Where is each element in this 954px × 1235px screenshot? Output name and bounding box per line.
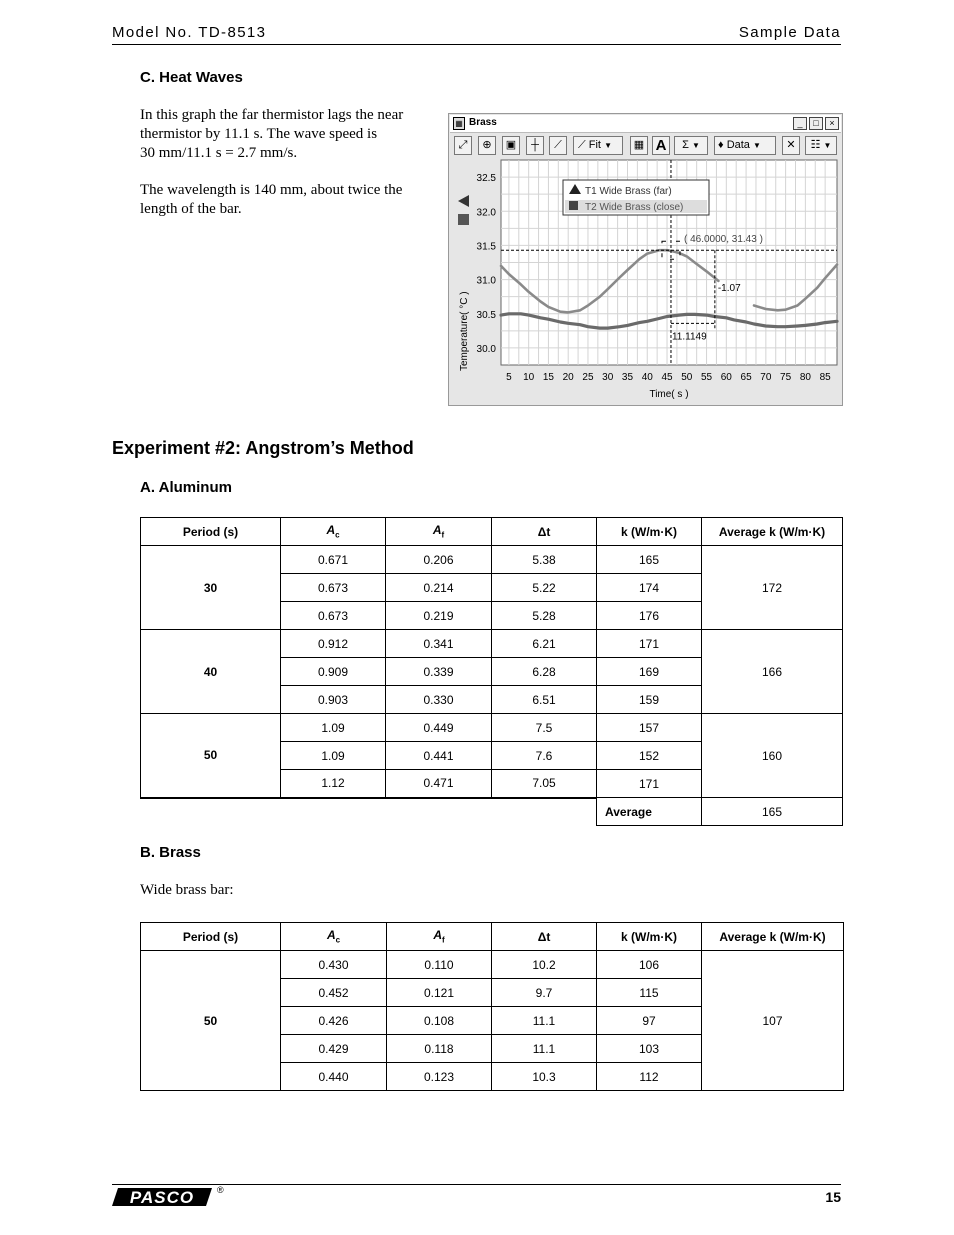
chevron-down-icon: ▼	[604, 141, 612, 150]
column-header: $A_c$	[281, 923, 387, 951]
column-header: Average k (W/m·K)	[702, 518, 843, 546]
table-row	[141, 714, 843, 742]
period-cell: 40	[141, 630, 281, 714]
table-header-row	[141, 923, 844, 951]
table-cell: 7.5	[492, 714, 597, 742]
chart-legend	[563, 180, 709, 215]
section-name: Sample Data	[738, 24, 841, 41]
delete-icon[interactable]: ✕	[782, 136, 800, 155]
y-tick-label: 32.0	[476, 207, 496, 219]
x-tick-label: 5	[506, 372, 512, 383]
svg-text:PASCO: PASCO	[129, 1188, 195, 1206]
table-cell: 0.440	[281, 1063, 387, 1091]
table-cell: 0.206	[386, 546, 492, 574]
curve-fit-icon: ⟋	[578, 139, 586, 151]
column-header: Average k (W/m·K)	[702, 923, 844, 951]
table-cell: 169	[597, 658, 702, 686]
delta-y-label: -1.07	[717, 282, 741, 294]
table-header-row	[141, 518, 843, 546]
x-tick-label: 25	[582, 372, 594, 383]
table-cell: 6.21	[492, 630, 597, 658]
table-cell: 7.6	[492, 742, 597, 770]
table-cell: 0.471	[386, 770, 492, 798]
y-tick-label: 32.5	[476, 173, 496, 185]
chevron-down-icon: ▼	[753, 141, 761, 150]
y-tick-label: 30.0	[476, 343, 496, 355]
table-cell: 0.909	[281, 658, 386, 686]
chevron-down-icon: ▼	[691, 141, 700, 150]
column-header: $A_f$	[386, 518, 492, 546]
table-cell: 1.09	[281, 742, 386, 770]
graph-title-bar	[450, 115, 841, 133]
heat-waves-paragraph-1	[140, 106, 430, 163]
text-line: length of the bar.	[140, 201, 242, 217]
table-cell: 0.430	[281, 951, 387, 979]
delta-x-label: 11.1149	[671, 331, 707, 343]
overall-average-row	[141, 798, 843, 826]
table-cell: 5.28	[492, 602, 597, 630]
blank-cell	[141, 798, 597, 826]
slope-tool-icon[interactable]: ⟋	[549, 136, 567, 155]
table-cell: 11.1	[492, 1035, 597, 1063]
table-cell: 0.110	[387, 951, 492, 979]
annotation-icon[interactable]: A	[652, 136, 670, 155]
chevron-down-icon: ▼	[823, 141, 832, 150]
model-number: Model No. TD-8513	[112, 24, 267, 41]
calculator-icon[interactable]: ▦	[630, 136, 648, 155]
text-line: The wavelength is 140 mm, about twice the	[140, 182, 403, 198]
heat-waves-paragraph-2	[140, 181, 430, 219]
graph-settings-icon: ☷	[810, 139, 821, 151]
average-k-cell: 107	[702, 951, 844, 1091]
x-tick-label: 75	[780, 372, 792, 383]
data-icon: ♦	[718, 139, 724, 151]
column-header: k (W/m·K)	[597, 518, 702, 546]
x-tick-label: 70	[760, 372, 772, 383]
table-cell: 0.123	[387, 1063, 492, 1091]
graph-app-icon: ▦	[453, 117, 465, 130]
average-k-cell: 160	[702, 714, 843, 798]
brass-heading: B. Brass	[140, 844, 201, 861]
table-cell: 0.429	[281, 1035, 387, 1063]
period-cell: 50	[141, 951, 281, 1091]
maximize-button[interactable]: □	[809, 117, 823, 130]
x-tick-label: 35	[621, 372, 634, 383]
table-cell: 0.341	[386, 630, 492, 658]
graph-toolbar	[450, 134, 841, 156]
legend-entry-1: T1 Wide Brass (far)	[585, 186, 672, 197]
table-cell: 176	[597, 602, 702, 630]
overall-average-label: Average	[597, 798, 702, 826]
y-tick-label: 31.0	[476, 275, 496, 287]
x-tick-label: 55	[700, 372, 713, 383]
table-cell: 11.1	[492, 1007, 597, 1035]
x-tick-label: 50	[681, 372, 693, 383]
pasco-logo	[112, 1188, 212, 1206]
page-number: 15	[825, 1189, 841, 1205]
temperature-chart[interactable]	[449, 156, 842, 406]
x-axis-label: Time( s )	[649, 389, 689, 400]
brass-note: Wide brass bar:	[140, 882, 234, 898]
table-cell: 0.673	[281, 574, 386, 602]
table-cell: 5.38	[492, 546, 597, 574]
x-tick-label: 40	[641, 372, 653, 383]
table-cell: 112	[597, 1063, 702, 1091]
table-cell: 103	[597, 1035, 702, 1063]
table-cell: 115	[597, 979, 702, 1007]
data-dropdown[interactable]	[714, 136, 776, 155]
brass-table	[140, 922, 844, 1091]
settings-dropdown[interactable]	[805, 136, 837, 155]
series-1-marker-icon[interactable]	[458, 195, 469, 207]
zoom-icon[interactable]: ⊕	[478, 136, 496, 155]
legend-square-icon	[569, 201, 578, 210]
x-tick-label: 80	[799, 372, 811, 383]
fit-dropdown[interactable]	[573, 136, 623, 155]
data-label: Data	[726, 139, 750, 151]
table-cell: 7.05	[492, 770, 597, 798]
table-cell: 0.330	[386, 686, 492, 714]
column-header: Period (s)	[141, 518, 281, 546]
period-cell: 30	[141, 546, 281, 630]
graph-window	[448, 113, 843, 406]
table-cell: 171	[597, 770, 702, 798]
table-row	[141, 951, 844, 979]
table-cell: 0.673	[281, 602, 386, 630]
average-k-cell: 166	[702, 630, 843, 714]
table-cell: 0.214	[386, 574, 492, 602]
table-row	[141, 546, 843, 574]
table-cell: 174	[597, 574, 702, 602]
y-axis-label: Temperature( °C )	[459, 291, 470, 371]
table-cell: 9.7	[492, 979, 597, 1007]
text-line: thermistor by 11.1 s. The wave speed is	[140, 126, 378, 142]
x-tick-label: 20	[562, 372, 574, 383]
x-tick-label: 65	[740, 372, 752, 383]
experiment-2-heading: Experiment #2: Angstrom’s Method	[112, 438, 414, 458]
table-cell: 0.426	[281, 1007, 387, 1035]
table-cell: 106	[597, 951, 702, 979]
registered-mark: ®	[217, 1185, 224, 1195]
table-cell: 0.219	[386, 602, 492, 630]
table-cell: 6.51	[492, 686, 597, 714]
table-cell: 165	[597, 546, 702, 574]
x-tick-label: 85	[819, 372, 831, 383]
x-tick-label: 10	[523, 372, 535, 383]
column-header: Period (s)	[141, 923, 281, 951]
table-cell: 0.108	[387, 1007, 492, 1035]
table-cell: 171	[597, 630, 702, 658]
page-header	[112, 24, 841, 45]
table-cell: 0.912	[281, 630, 386, 658]
period-cell: 50	[141, 714, 281, 798]
fit-label: Fit	[588, 139, 601, 151]
statistics-dropdown[interactable]	[674, 136, 708, 155]
x-tick-label: 30	[602, 372, 614, 383]
aluminum-table	[140, 517, 843, 826]
cursor-coordinate-label: ( 46.0000, 31.43 )	[683, 234, 763, 246]
overall-average-value: 165	[702, 798, 843, 826]
table-cell: 0.121	[387, 979, 492, 1007]
table-cell: 157	[597, 714, 702, 742]
table-cell: 6.28	[492, 658, 597, 686]
table-cell: 0.339	[386, 658, 492, 686]
y-tick-label: 31.5	[476, 241, 496, 253]
smart-tool-icon[interactable]: ┼	[526, 136, 544, 155]
table-cell: 0.671	[281, 546, 386, 574]
table-cell: 152	[597, 742, 702, 770]
column-header: Δt	[492, 518, 597, 546]
x-tick-label: 15	[542, 372, 554, 383]
x-tick-label: 60	[720, 372, 732, 383]
graph-window-title: Brass	[469, 117, 497, 128]
autoscale-icon[interactable]: ⤢	[454, 136, 472, 155]
table-cell: 5.22	[492, 574, 597, 602]
sigma-icon: Σ	[682, 139, 689, 151]
table-cell: 0.441	[386, 742, 492, 770]
table-cell: 97	[597, 1007, 702, 1035]
page-footer	[112, 1184, 841, 1210]
series-2-marker-icon[interactable]	[458, 214, 469, 225]
table-cell: 0.452	[281, 979, 387, 1007]
table-cell: 1.09	[281, 714, 386, 742]
aluminum-heading: A. Aluminum	[140, 479, 232, 496]
table-cell: 10.2	[492, 951, 597, 979]
table-cell: 0.449	[386, 714, 492, 742]
average-k-cell: 172	[702, 546, 843, 630]
table-cell: 1.12	[281, 770, 386, 798]
text-line: In this graph the far thermistor lags the near	[140, 107, 404, 123]
column-header: $A_f$	[387, 923, 492, 951]
table-cell: 10.3	[492, 1063, 597, 1091]
lock-icon[interactable]: ▣	[502, 136, 520, 155]
text-line: 30 mm/11.1 s = 2.7 mm/s.	[140, 145, 298, 161]
heat-waves-heading: C. Heat Waves	[140, 69, 243, 86]
table-cell: 0.118	[387, 1035, 492, 1063]
minimize-button[interactable]: _	[793, 117, 807, 130]
column-header: k (W/m·K)	[597, 923, 702, 951]
table-row	[141, 630, 843, 658]
x-tick-label: 45	[661, 372, 673, 383]
y-tick-label: 30.5	[476, 309, 496, 321]
column-header: Δt	[492, 923, 597, 951]
table-cell: 159	[597, 686, 702, 714]
close-button[interactable]: ×	[825, 117, 839, 130]
legend-entry-2: T2 Wide Brass (close)	[585, 202, 684, 213]
table-cell: 0.903	[281, 686, 386, 714]
column-header: $A_c$	[281, 518, 386, 546]
